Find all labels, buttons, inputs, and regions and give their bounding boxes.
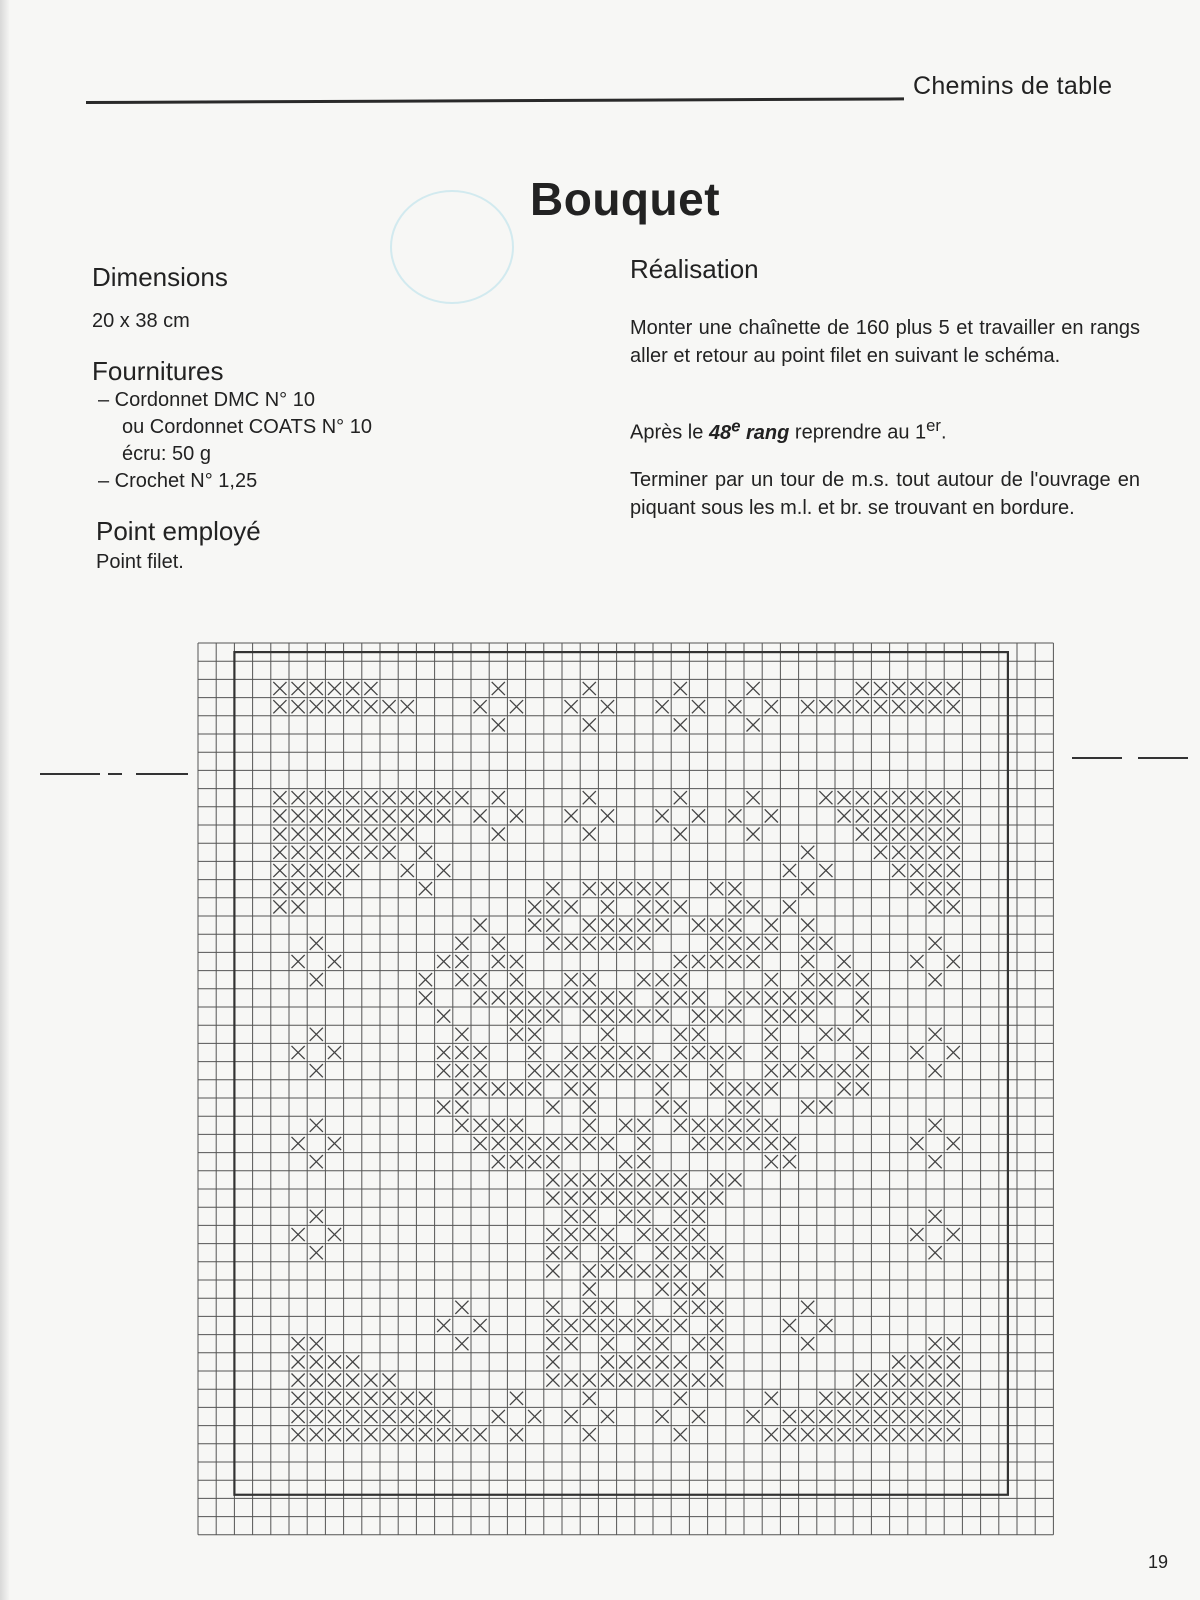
cut-mark-left-2 — [108, 773, 122, 775]
dimensions-value: 20 x 38 cm — [92, 310, 190, 332]
filet-chart — [195, 640, 1070, 1545]
filet-grid — [195, 640, 1070, 1540]
fournitures-line-3: écru: 50 g — [122, 443, 211, 465]
cut-mark-left-3 — [136, 773, 188, 775]
realisation-paragraph-3: Terminer par un tour de m.s. tout autour de l'ouvrage en piquant sous les m.l. et br. se trouvant en bordure. — [630, 469, 1140, 519]
bleed-through-mark — [390, 190, 514, 304]
p2-rang-number: 48 — [708, 421, 732, 444]
page-title: Bouquet — [530, 173, 721, 225]
fournitures-line-2: ou Cordonnet COATS N° 10 — [122, 416, 372, 438]
realisation-paragraph-1: Monter une chaînette de 160 plus 5 et travailler en rangs aller et retour au point filet en suivant le schéma. — [630, 317, 1140, 367]
p2-text-2: reprendre au 1 — [789, 421, 927, 444]
page-edge — [0, 0, 10, 1600]
point-heading: Point employé — [96, 516, 261, 546]
point-value: Point filet. — [96, 551, 184, 573]
page-number: 19 — [1148, 1552, 1169, 1572]
dimensions-heading: Dimensions — [92, 262, 228, 292]
realisation-heading: Réalisation — [630, 254, 759, 284]
p2-sup-2: er — [926, 416, 941, 435]
header-rule — [86, 97, 904, 104]
p2-end: . — [940, 421, 947, 444]
fournitures-line-4: – Crochet N° 1,25 — [98, 470, 258, 492]
fournitures-heading: Fournitures — [92, 356, 224, 386]
cut-mark-right-2 — [1138, 757, 1188, 759]
p2-rang-sup: e — [731, 416, 741, 435]
cut-mark-right-1 — [1072, 757, 1122, 759]
cut-mark-left-1 — [40, 773, 100, 775]
realisation-paragraph-2 — [630, 412, 1140, 447]
p2-text: Après le — [630, 421, 709, 444]
p2-rang-word: rang — [740, 421, 790, 444]
fournitures-line-1: – Cordonnet DMC N° 10 — [98, 389, 315, 411]
section-title: Chemins de table — [913, 72, 1113, 100]
